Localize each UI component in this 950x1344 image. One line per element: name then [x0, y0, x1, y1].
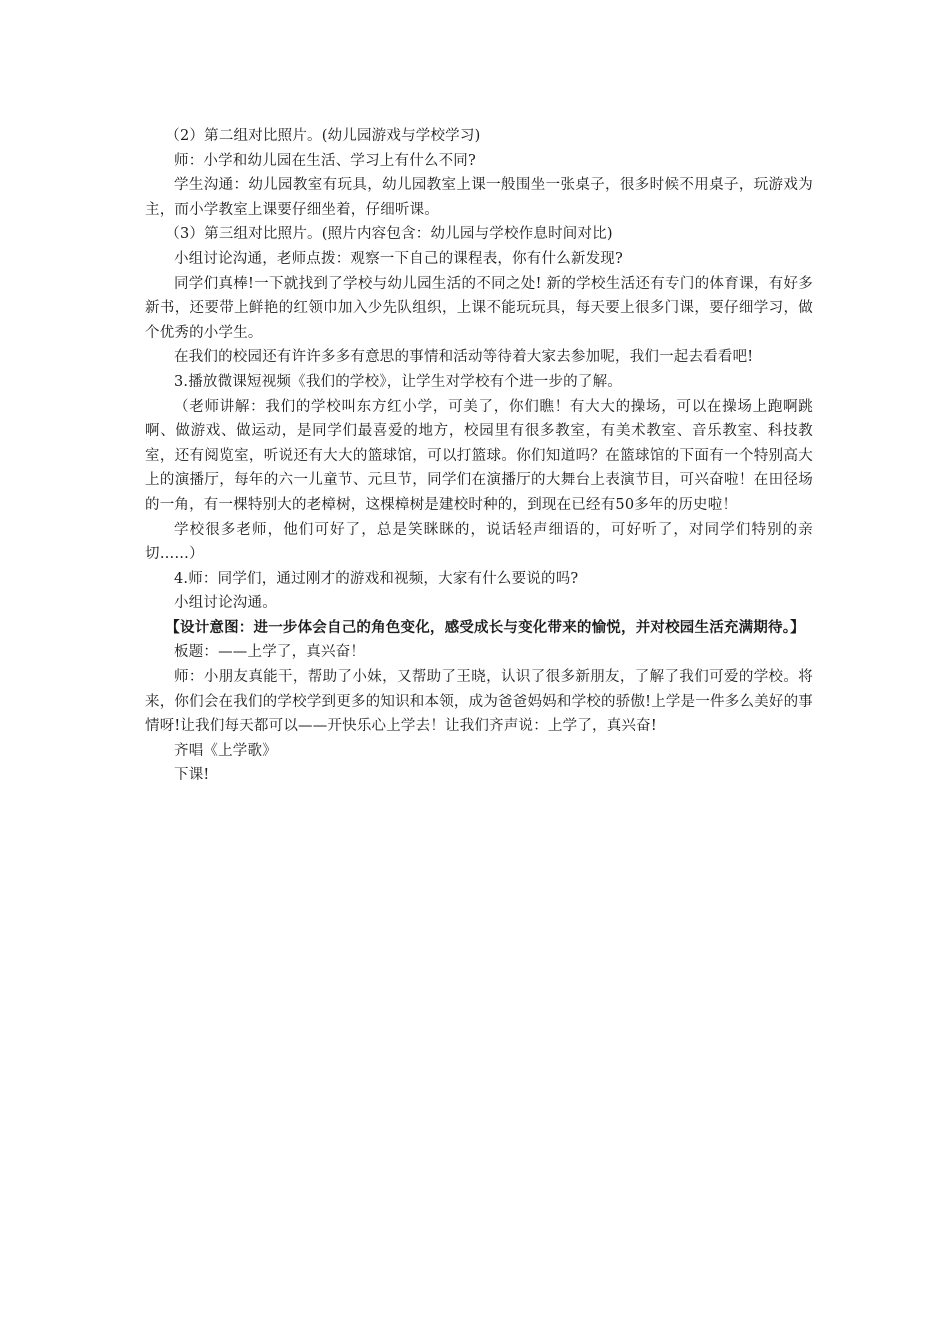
paragraph-micro-video: 3.播放微课短视频《我们的学校》，让学生对学校有个进一步的了解。: [174, 373, 622, 390]
paragraph-group2-photos: （2）第二组对比照片。(幼儿园游戏与学校学习): [165, 128, 481, 144]
paragraph-group3-photos: （3）第三组对比照片。(照片内容包含：幼儿园与学校作息时间对比): [165, 226, 613, 243]
design-intent-text: 【设计意图：进一步体会自己的角色变化，感受成长与变化带来的愉悦，并对校园生活充满期待。】: [165, 618, 805, 636]
paragraph-board-title: 板题：——上学了，真兴奋！: [174, 644, 366, 661]
paragraph-teacher-question: 师：小学和幼儿园在生活、学习上有什么不同?: [174, 152, 476, 169]
paragraph-campus-activities: 在我们的校园还有许许多多有意思的事情和活动等待着大家去参加呢，我们一起去看看吧!: [174, 349, 754, 366]
paragraph-teacher-summary: 师：小朋友真能干，帮助了小妹，又帮助了王晓，认识了很多新朋友，了解了我们可爱的学校。将来，你们会在我们的学校学到更多的知识和本领，成为爸爸妈妈和学校的骄傲!上学是一件多么美好的事情呀!让我们每天都可以——开快乐心上学去！让我们齐声说：上学了，真兴奋!: [145, 669, 813, 735]
paragraph-praise: 同学们真棒!一下就找到了学校与幼儿园生活的不同之处! 新的学校生活还有专门的体育课，有好多新书，还要带上鲜艳的红领巾加入少先队组织，上课不能玩玩具，每天要上很多门课，要仔细学习，做个优秀的小学生。: [145, 275, 813, 341]
paragraph-teacher-ask: 4.师：同学们，通过刚才的游戏和视频，大家有什么要说的吗?: [174, 570, 579, 587]
paragraph-group-discuss: 小组讨论沟通。: [174, 595, 277, 612]
paragraph-sing-song: 齐唱《上学歌》: [174, 742, 277, 759]
paragraph-teacher-explain: （老师讲解：我们的学校叫东方红小学，可美了，你们瞧！有大大的操场，可以在操场上跑啊跳啊、做游戏、做运动，是同学们最喜爱的地方，校园里有很多教室，有美术教室、音乐教室、科技教室，还有阅览室，听说还有大大的篮球馆，可以打篮球。你们知道吗？在篮球馆的下面有一个特别高大上的演播厅，每年的六一儿童节、元旦节，同学们在演播厅的大舞台上表演节目，可兴奋啦！在田径场的一角，有一棵特别大的老樟树，这棵樟树是建校时种的，到现在已经有50多年的历史啦！: [145, 398, 813, 513]
paragraph-class-dismissed: 下课!: [174, 767, 210, 784]
document-body: [145, 124, 813, 788]
paragraph-student-discussion: 学生沟通：幼儿园教室有玩具，幼儿园教室上课一般围坐一张桌子，很多时候不用桌子，玩游戏为主，而小学教室上课要仔细坐着，仔细听课。: [145, 177, 813, 218]
paragraph-teachers-kind: 学校很多老师，他们可好了，总是笑眯眯的，说话轻声细语的，可好听了，对同学们特别的亲切……）: [145, 521, 813, 563]
paragraph-design-intent: [145, 616, 813, 641]
paragraph-group-discussion: 小组讨论沟通，老师点拨：观察一下自己的课程表，你有什么新发现?: [174, 250, 623, 267]
